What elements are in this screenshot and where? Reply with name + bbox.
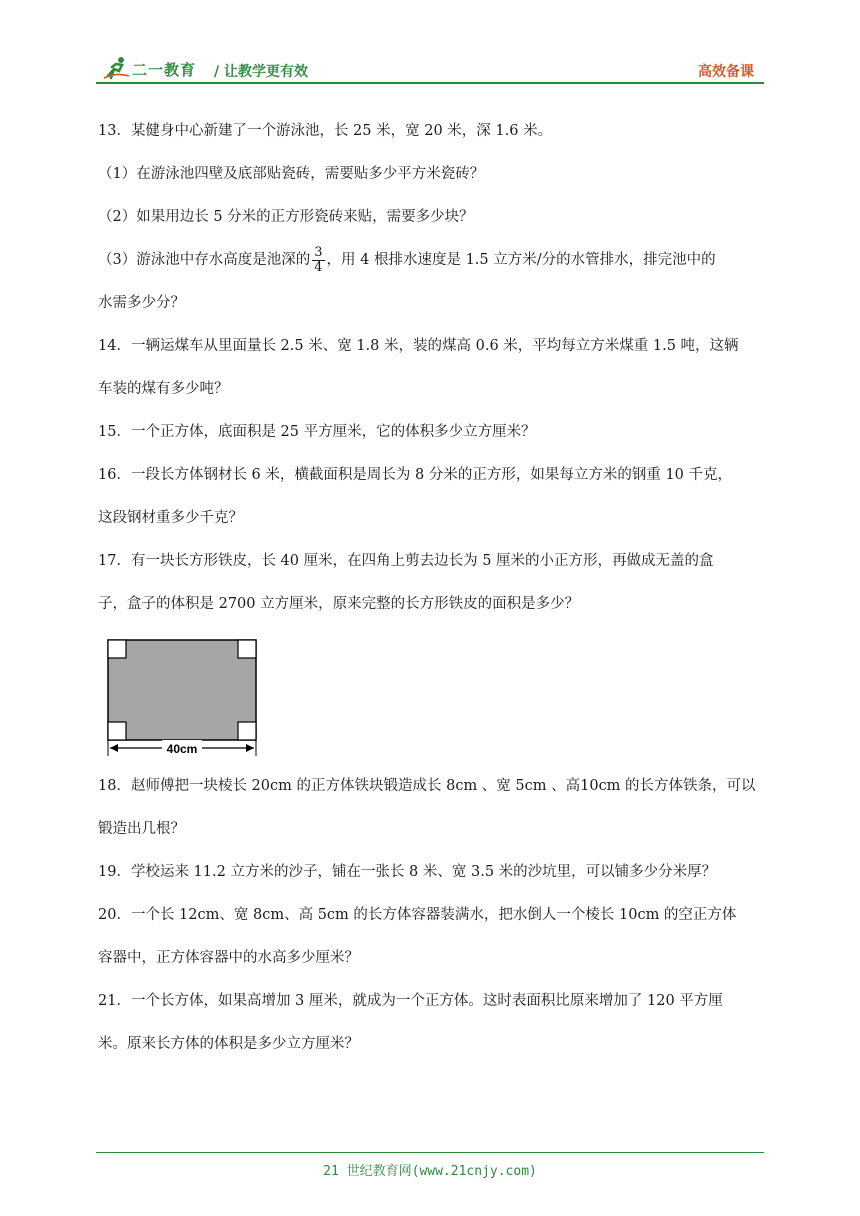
metal-sheet <box>108 640 256 740</box>
q13-stem: 13．某健身中心新建了一个游泳池，长 25 米，宽 20 米，深 1.6 米。 <box>98 123 553 139</box>
arrow-left-icon <box>110 744 118 752</box>
page-footer: 21 世纪教育网(www.21cnjy.com) <box>323 1164 537 1179</box>
q13-part3-cont: 水需多少分？ <box>98 295 185 311</box>
header-slogan: / 让教学更有效 <box>214 64 308 80</box>
question-list <box>98 110 764 1066</box>
q14-line2: 车装的煤有多少吨？ <box>98 381 229 397</box>
footer-divider <box>96 1152 764 1153</box>
page-header <box>96 56 764 82</box>
header-divider <box>96 82 764 84</box>
q21-line2: 米。原来长方体的体积是多少立方厘米？ <box>98 1036 359 1052</box>
q17-line1: 17．有一块长方形铁皮，长 40 厘米，在四角上剪去边长为 5 厘米的小正方形，再做成无盖的盒 <box>98 553 714 569</box>
q17-line2: 子，盒子的体积是 2700 立方厘米，原来完整的长方形铁皮的面积是多少？ <box>98 596 580 612</box>
q18-line1: 18．赵师傅把一块棱长 20cm 的正方体铁块锻造成长 8cm 、宽 5cm 、高10cm 的长方体铁条，可以 <box>98 778 756 794</box>
fraction-numerator: 3 <box>314 244 323 260</box>
q13-part1: （1）在游泳池四壁及底部贴瓷砖，需要贴多少平方米瓷砖？ <box>98 166 485 182</box>
q13-part3 <box>98 239 764 282</box>
q16-line2: 这段钢材重多少千克？ <box>98 510 243 526</box>
q20-line2: 容器中，正方体容器中的水高多少厘米？ <box>98 950 359 966</box>
logo-text: 二一教育 <box>132 61 197 79</box>
q13-part3-after: ，用 4 根排水速度是 1.5 立方米/分的水管排水，排完池中的 <box>326 252 716 268</box>
dimension-label: 40cm <box>166 742 198 756</box>
arrow-right-icon <box>246 744 254 752</box>
brand-logo <box>102 56 232 82</box>
sheet-diagram <box>102 634 262 759</box>
q13-part3-before: （3）游泳池中存水高度是池深的 <box>98 252 311 268</box>
corner-square-tr <box>238 640 256 658</box>
header-right-label: 高效备课 <box>698 64 754 80</box>
q21-line1: 21．一个长方体，如果高增加 3 厘米，就成为一个正方体。这时表面积比原来增加了 120 平方厘 <box>98 993 723 1009</box>
fraction-three-quarters <box>312 246 324 275</box>
fraction-denominator: 4 <box>314 259 323 275</box>
q15-line1: 15．一个正方体，底面积是 25 平方厘米，它的体积多少立方厘米？ <box>98 424 536 440</box>
q17-figure <box>102 634 262 759</box>
corner-square-tl <box>108 640 126 658</box>
runner-logo-icon <box>102 56 130 80</box>
q18-line2: 锻造出几根？ <box>98 821 185 837</box>
q14-line1: 14．一辆运煤车从里面量长 2.5 米、宽 1.8 米，装的煤高 0.6 米，平均每立方米煤重 1.5 吨，这辆 <box>98 338 739 354</box>
corner-square-bl <box>108 722 126 740</box>
q16-line1: 16．一段长方体钢材长 6 米，横截面积是周长为 8 分米的正方形，如果每立方米的钢重 10 千克， <box>98 467 733 483</box>
corner-square-br <box>238 722 256 740</box>
q20-line1: 20．一个长 12cm、宽 8cm、高 5cm 的长方体容器装满水，把水倒人一个棱长 10cm 的空正方体 <box>98 907 737 923</box>
q13-part2: （2）如果用边长 5 分米的正方形瓷砖来贴，需要多少块？ <box>98 209 474 225</box>
q19-line1: 19．学校运来 11.2 立方米的沙子，铺在一张长 8 米、宽 3.5 米的沙坑里，可以铺多少分米厚？ <box>98 864 717 880</box>
